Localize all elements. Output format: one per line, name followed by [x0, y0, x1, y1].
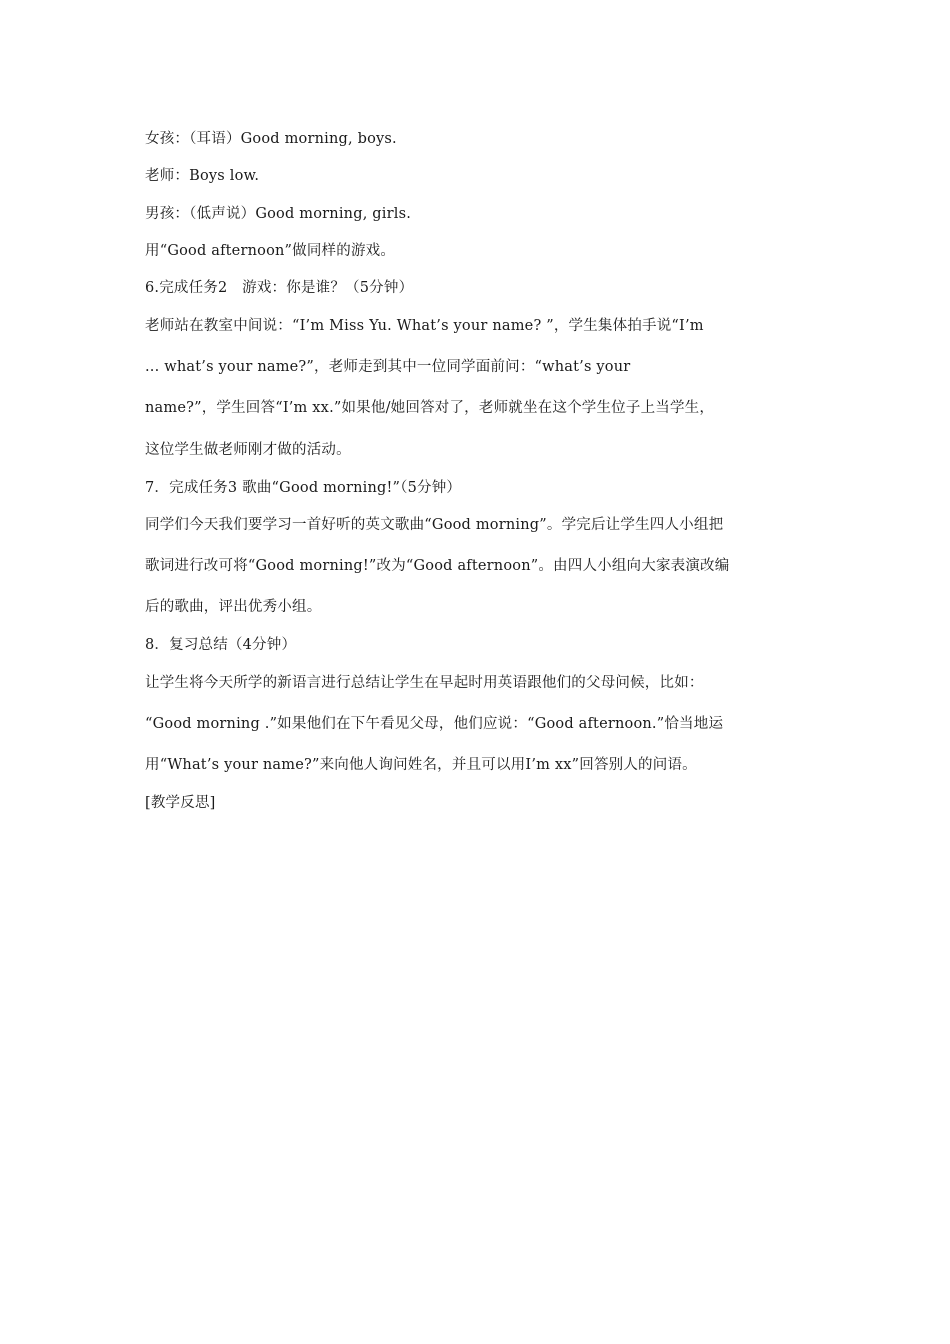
paragraph-line: 同学们今天我们要学习一首好听的英文歌曲“Good morning”。学完后让学生四人小组把 [145, 517, 724, 533]
section-heading-reflection: [教学反思] [145, 795, 216, 811]
dialogue-line-girl: 女孩：（耳语）Good morning, boys. [145, 131, 397, 147]
section-heading-review: 8．复习总结（4分钟） [145, 637, 297, 653]
paragraph-line: 歌词进行改可将“Good morning!”改为“Good afternoon”。由四人小组向大家表演改编 [145, 558, 730, 574]
section-heading-task3: 7．完成任务3 歌曲“Good morning!”（5分钟） [145, 480, 462, 496]
paragraph-line: ... what’s your name?”，老师走到其中一位同学面前问：“what’s your [145, 359, 631, 375]
paragraph-line: 让学生将今天所学的新语言进行总结让学生在早起时用英语跟他们的父母问候，比如： [145, 675, 704, 691]
paragraph-line: 后的歌曲，评出优秀小组。 [145, 599, 322, 615]
dialogue-line-teacher: 老师：Boys low. [145, 168, 260, 184]
dialogue-line-boy: 男孩：（低声说）Good morning, girls. [145, 206, 412, 222]
paragraph-line: name?”，学生回答“I’m xx.”如果他/她回答对了，老师就坐在这个学生位子上当学生， [145, 400, 715, 416]
paragraph-line: 用“What’s your name?”来向他人询问姓名，并且可以用I’m xx”回答别人的问语。 [145, 757, 697, 773]
paragraph-line: “Good morning .”如果他们在下午看见父母，他们应说：“Good afternoon.”恰当地运 [145, 716, 724, 732]
paragraph-line: 老师站在教室中间说：“I’m Miss Yu. What’s your name? ”，学生集体拍手说“I’m [145, 318, 704, 334]
instruction-line: 用“Good afternoon”做同样的游戏。 [145, 243, 396, 259]
paragraph-line: 这位学生做老师刚才做的活动。 [145, 442, 351, 458]
section-heading-task2: 6.完成任务2 游戏：你是谁？（5分钟） [145, 280, 414, 296]
